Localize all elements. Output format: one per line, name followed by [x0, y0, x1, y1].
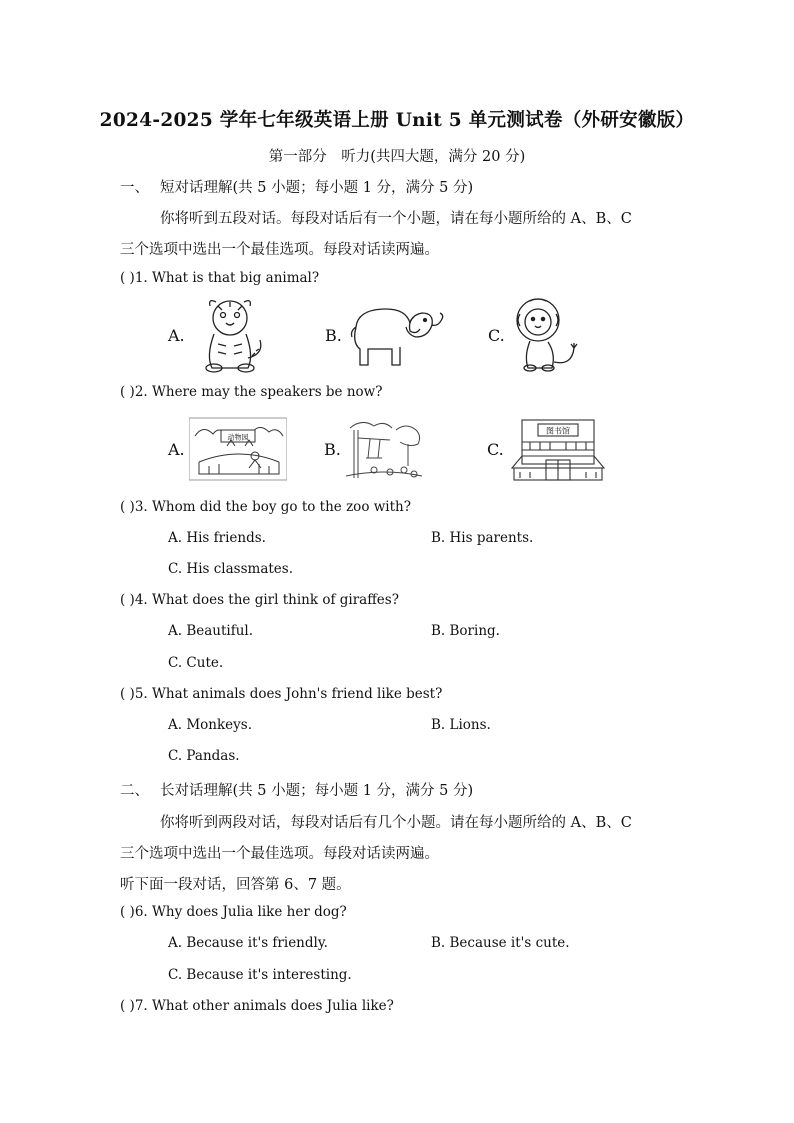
section-2-title: 长对话理解(共 5 小题；每小题 1 分，满分 5 分) [160, 783, 474, 799]
q3-option-a: A. His friends. [168, 530, 266, 546]
question-2-stem: ( )2. Where may the speakers be now? [120, 384, 383, 400]
q6-option-a: A. Because it's friendly. [168, 935, 328, 951]
q4-option-b: B. Boring. [431, 623, 500, 639]
q6-option-b: B. Because it's cute. [431, 935, 570, 951]
library-sign-text: 图书馆 [546, 426, 570, 436]
q5-option-a: A. Monkeys. [168, 717, 252, 733]
section-2-heading [120, 779, 473, 800]
q4-option-c: C. Cute. [168, 655, 224, 671]
question-3-stem: ( )3. Whom did the boy go to the zoo with? [120, 499, 411, 515]
elephant-icon [346, 297, 446, 372]
question-6-stem: ( )6. Why does Julia like her dog? [120, 904, 347, 920]
section-2-instruction-line3: 听下面一段对话，回答第 6、7 题。 [120, 877, 351, 893]
section-1-instruction-line1: 你将听到五段对话。每段对话后有一个小题，请在每小题所给的 A、B、C [160, 211, 632, 227]
zoo-sign-text: 动物园 [227, 433, 249, 442]
section-1-heading [120, 176, 473, 197]
part-heading: 第一部分 听力(共四大题，满分 20 分) [268, 149, 526, 165]
q6-option-c: C. Because it's interesting. [168, 967, 352, 983]
question-5-stem: ( )5. What animals does John's friend like best? [120, 686, 443, 702]
q2-option-a-label: A. [168, 440, 185, 459]
tiger-icon [190, 296, 270, 374]
question-7-stem: ( )7. What other animals does Julia like? [120, 998, 394, 1014]
section-1-instruction-line2: 三个选项中选出一个最佳选项。每段对话读两遍。 [120, 242, 439, 258]
q3-option-b: B. His parents. [431, 530, 534, 546]
q5-option-b: B. Lions. [431, 717, 491, 733]
q1-option-c-label: C. [488, 326, 505, 345]
q3-option-c: C. His classmates. [168, 561, 294, 577]
q2-option-c-label: C. [487, 440, 504, 459]
section-2-instruction-line2: 三个选项中选出一个最佳选项。每段对话读两遍。 [120, 846, 439, 862]
q4-option-a: A. Beautiful. [168, 623, 254, 639]
section-2-instruction-line1: 你将听到两段对话，每段对话后有几个小题。请在每小题所给的 A、B、C [160, 815, 632, 831]
park-swing-icon [344, 418, 424, 480]
section-2-number: 二、 [120, 783, 149, 799]
zoo-gate-icon [189, 416, 287, 482]
q5-option-c: C. Pandas. [168, 748, 240, 764]
question-1-stem: ( )1. What is that big animal? [120, 270, 320, 286]
q2-option-b-label: B. [324, 440, 341, 459]
question-4-stem: ( )4. What does the girl think of giraffes? [120, 592, 399, 608]
library-building-icon [510, 416, 606, 482]
q1-option-a-label: A. [168, 326, 185, 345]
document-title: 2024-2025 学年七年级英语上册 Unit 5 单元测试卷（外研安徽版） [99, 110, 695, 131]
lion-icon [508, 296, 588, 374]
q1-option-b-label: B. [325, 326, 342, 345]
section-1-title: 短对话理解(共 5 小题；每小题 1 分，满分 5 分) [160, 180, 474, 196]
section-1-number: 一、 [120, 180, 149, 196]
